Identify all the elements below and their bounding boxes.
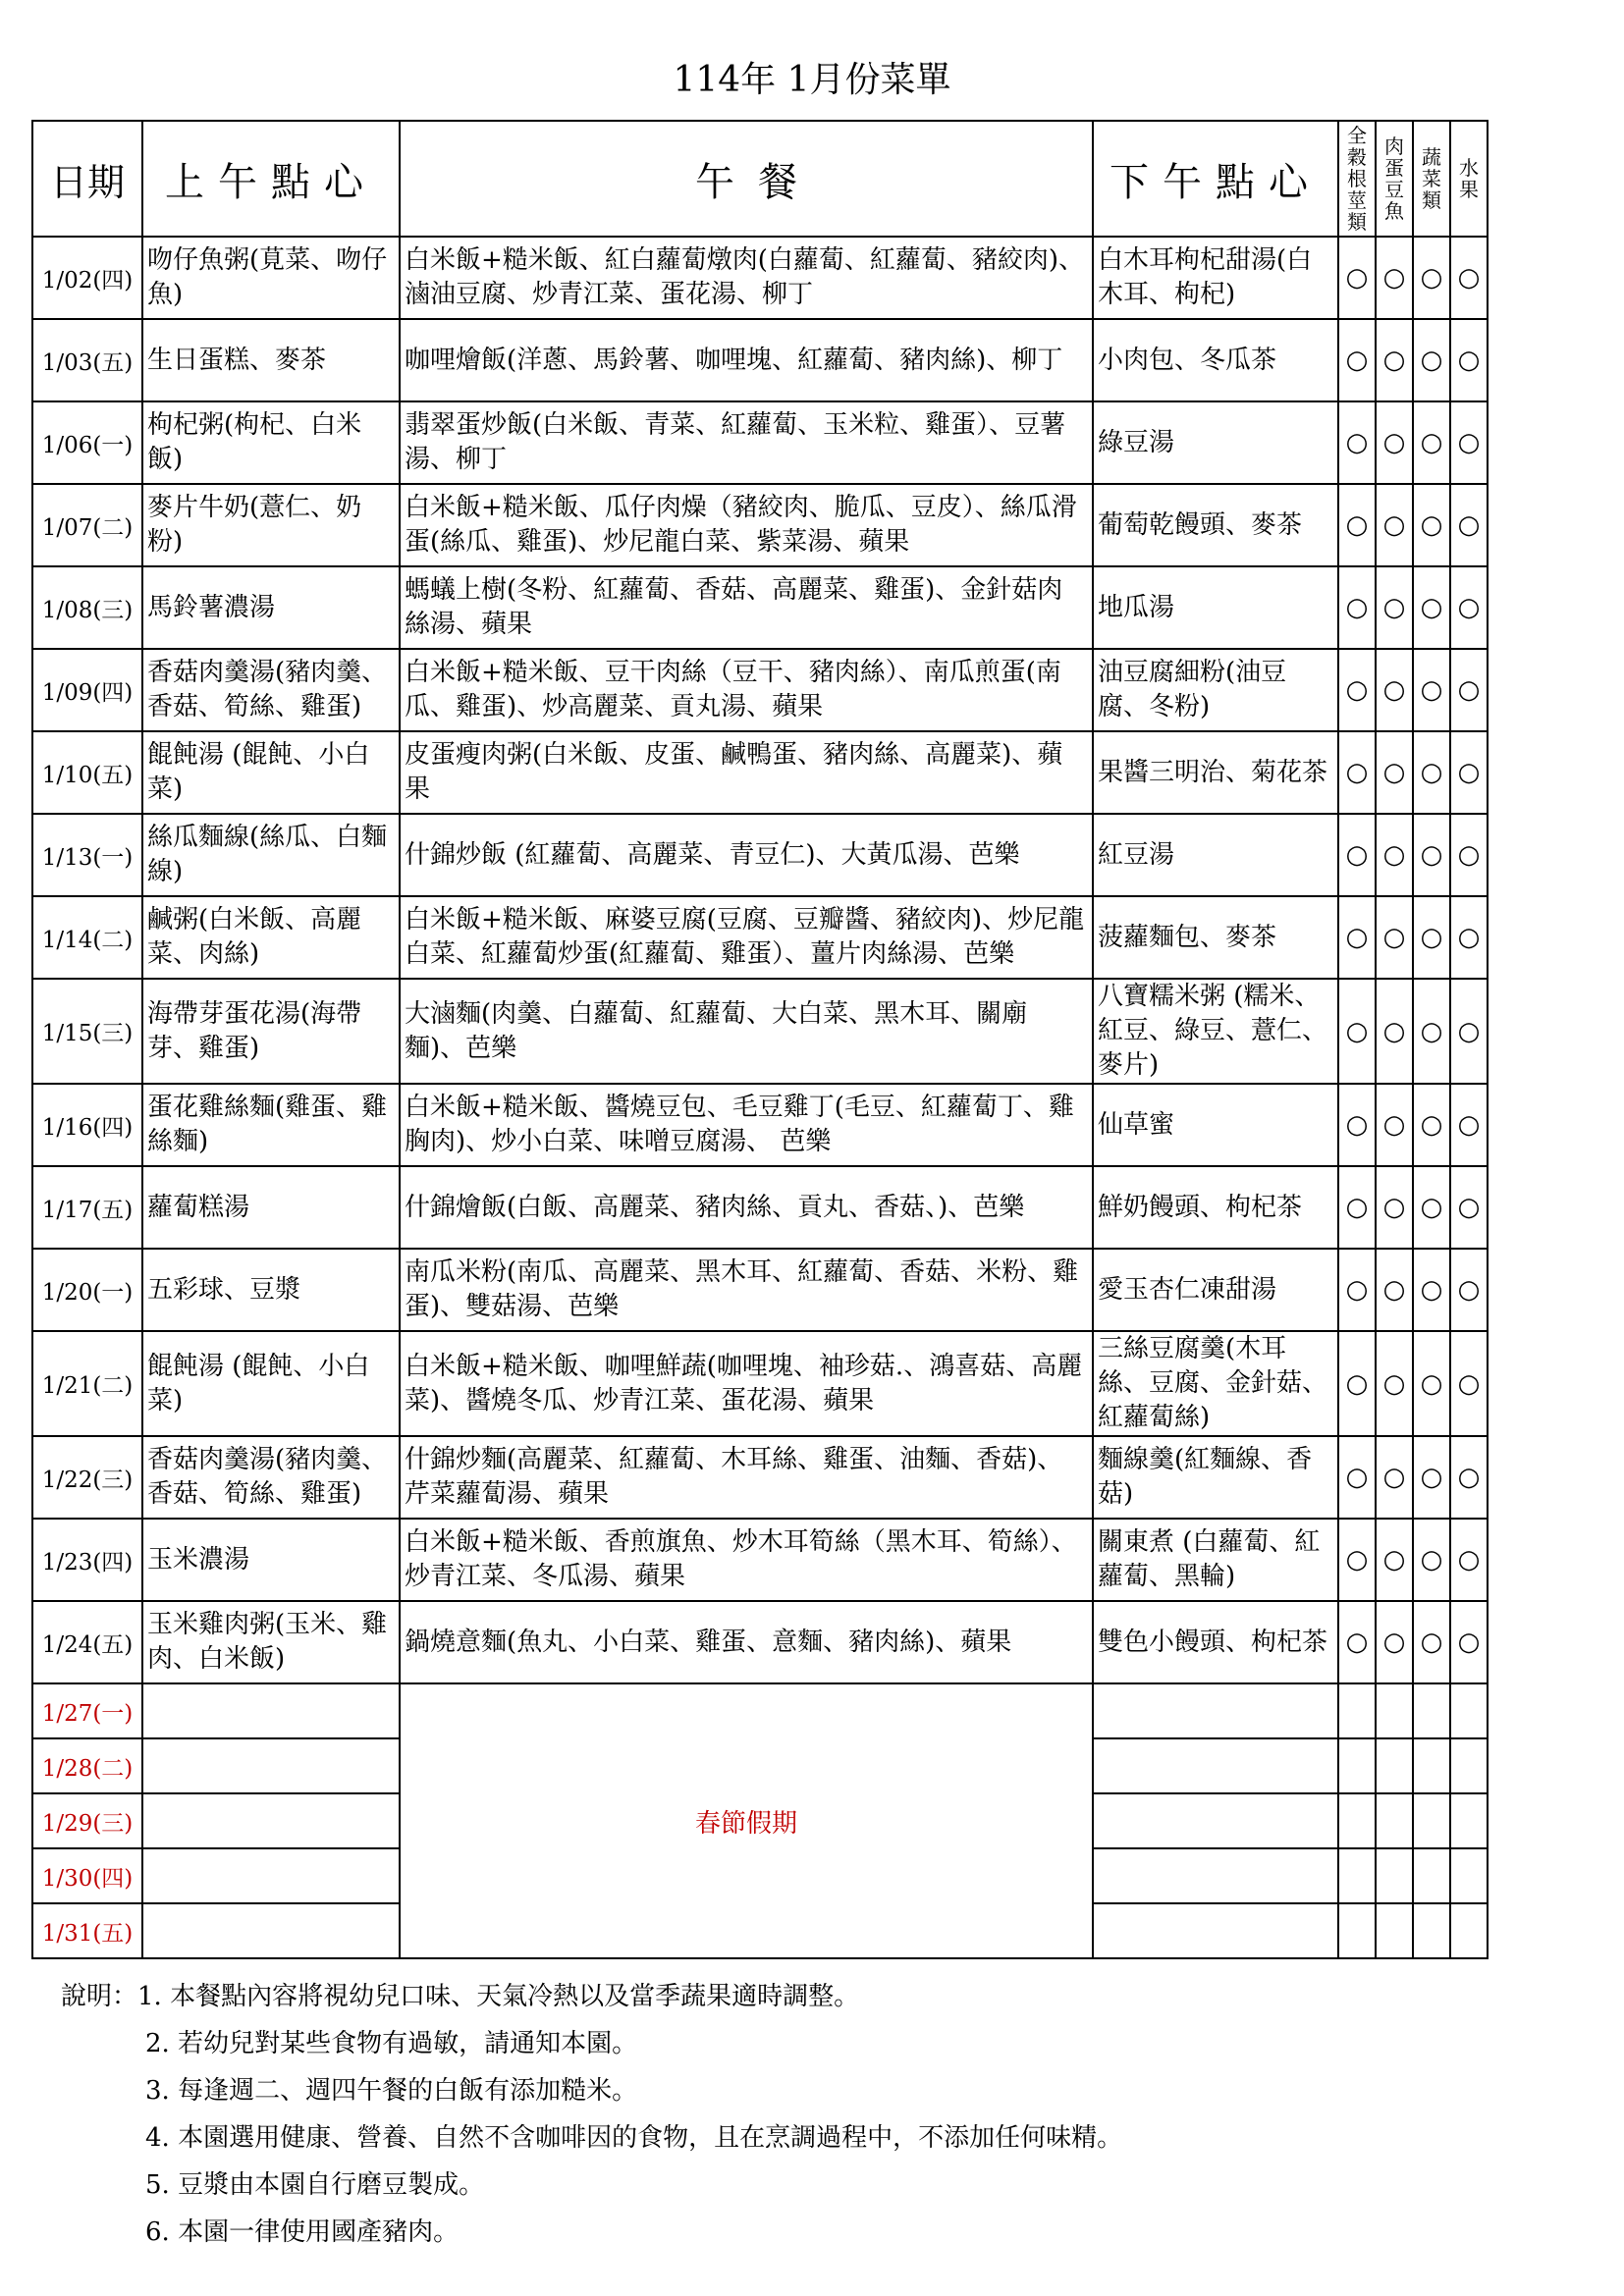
menu-row	[32, 1331, 1488, 1436]
check-mark-grains: ○	[1338, 566, 1376, 649]
afternoon-snack: 地瓜湯	[1093, 566, 1338, 649]
lunch-menu: 什錦燴飯(白飯、高麗菜、豬肉絲、貢丸、香菇、)、芭樂	[400, 1166, 1093, 1249]
check-mark-vegetables: ○	[1413, 484, 1450, 566]
afternoon-snack: 仙草蜜	[1093, 1084, 1338, 1166]
check-mark-protein: ○	[1376, 566, 1413, 649]
check-mark-fruit: ○	[1450, 731, 1488, 814]
menu-row	[32, 566, 1488, 649]
check-mark-grains: ○	[1338, 1601, 1376, 1683]
menu-row	[32, 401, 1488, 484]
afternoon-snack: 葡萄乾饅頭、麥茶	[1093, 484, 1338, 566]
lunch-menu: 白米飯+糙米飯、醬燒豆包、毛豆雞丁(毛豆、紅蘿蔔丁、雞胸肉)、炒小白菜、味噌豆腐湯、 芭樂	[400, 1084, 1093, 1166]
empty-cell	[1093, 1793, 1338, 1848]
check-mark-vegetables: ○	[1413, 1331, 1450, 1436]
check-mark-fruit: ○	[1450, 649, 1488, 731]
menu-date: 1/22(三)	[32, 1436, 142, 1519]
afternoon-snack: 果醬三明治、菊花茶	[1093, 731, 1338, 814]
check-mark-vegetables: ○	[1413, 979, 1450, 1084]
afternoon-snack: 三絲豆腐羹(木耳絲、豆腐、金針菇、紅蘿蔔絲)	[1093, 1331, 1338, 1436]
morning-snack: 生日蛋糕、麥茶	[142, 319, 400, 401]
check-mark-fruit: ○	[1450, 814, 1488, 896]
page-title: 114年 1月份菜單	[673, 60, 951, 100]
holiday-label: 春節假期	[400, 1683, 1093, 1958]
notes-section	[61, 1973, 1122, 2256]
afternoon-snack: 紅豆湯	[1093, 814, 1338, 896]
check-mark-fruit: ○	[1450, 566, 1488, 649]
empty-cell	[142, 1793, 400, 1848]
afternoon-snack: 小肉包、冬瓜茶	[1093, 319, 1338, 401]
menu-row	[32, 484, 1488, 566]
lunch-menu: 白米飯+糙米飯、香煎旗魚、炒木耳筍絲（黑木耳、筍絲）、炒青江菜、冬瓜湯、蘋果	[400, 1519, 1093, 1601]
header-date: 日期	[32, 121, 142, 237]
lunch-menu: 白米飯+糙米飯、豆干肉絲（豆干、豬肉絲）、南瓜煎蛋(南瓜、雞蛋)、炒高麗菜、貢丸湯、蘋果	[400, 649, 1093, 731]
check-mark-fruit: ○	[1450, 1601, 1488, 1683]
menu-row	[32, 1166, 1488, 1249]
empty-cell	[142, 1738, 400, 1793]
check-mark-grains: ○	[1338, 237, 1376, 319]
check-mark-grains: ○	[1338, 731, 1376, 814]
check-mark-fruit: ○	[1450, 896, 1488, 979]
menu-row	[32, 1249, 1488, 1331]
check-mark-fruit: ○	[1450, 979, 1488, 1084]
note-line: 說明：1. 本餐點內容將視幼兒口味、天氣冷熱以及當季蔬果適時調整。	[61, 1982, 860, 2011]
lunch-menu: 螞蟻上樹(冬粉、紅蘿蔔、香菇、高麗菜、雞蛋)、金針菇肉絲湯、蘋果	[400, 566, 1093, 649]
check-mark-vegetables: ○	[1413, 1084, 1450, 1166]
empty-cell	[1450, 1903, 1488, 1958]
empty-cell	[1338, 1903, 1376, 1958]
menu-row	[32, 319, 1488, 401]
empty-cell	[142, 1903, 400, 1958]
check-mark-grains: ○	[1338, 1436, 1376, 1519]
check-mark-grains: ○	[1338, 1519, 1376, 1601]
menu-date: 1/15(三)	[32, 979, 142, 1084]
header-row	[32, 121, 1488, 237]
header-vegetables-label: 蔬菜類	[1422, 145, 1441, 212]
check-mark-fruit: ○	[1450, 1084, 1488, 1166]
check-mark-grains: ○	[1338, 1249, 1376, 1331]
empty-cell	[1376, 1793, 1413, 1848]
lunch-menu: 白米飯+糙米飯、瓜仔肉燥（豬絞肉、脆瓜、豆皮）、絲瓜滑蛋(絲瓜、雞蛋)、炒尼龍白菜、紫菜湯、蘋果	[400, 484, 1093, 566]
check-mark-protein: ○	[1376, 319, 1413, 401]
afternoon-snack: 麵線羹(紅麵線、香菇)	[1093, 1436, 1338, 1519]
header-afternoon-snack: 下午點心	[1093, 121, 1338, 237]
check-mark-vegetables: ○	[1413, 1601, 1450, 1683]
menu-date: 1/13(一)	[32, 814, 142, 896]
holiday-row	[32, 1683, 1488, 1738]
check-mark-protein: ○	[1376, 1519, 1413, 1601]
menu-row	[32, 814, 1488, 896]
header-lunch	[400, 121, 1093, 237]
holiday-date: 1/28(二)	[32, 1738, 142, 1793]
morning-snack: 餛飩湯 (餛飩、小白菜)	[142, 1331, 400, 1436]
check-mark-grains: ○	[1338, 896, 1376, 979]
menu-row	[32, 237, 1488, 319]
header-vegetables	[1413, 121, 1450, 237]
check-mark-grains: ○	[1338, 649, 1376, 731]
menu-row	[32, 1436, 1488, 1519]
morning-snack: 絲瓜麵線(絲瓜、白麵線)	[142, 814, 400, 896]
check-mark-protein: ○	[1376, 1249, 1413, 1331]
note-line: 3. 每逢週二、週四午餐的白飯有添加糙米。	[145, 2076, 638, 2106]
morning-snack: 餛飩湯 (餛飩、小白菜)	[142, 731, 400, 814]
empty-cell	[1376, 1848, 1413, 1903]
lunch-menu: 南瓜米粉(南瓜、高麗菜、黑木耳、紅蘿蔔、香菇、米粉、雞蛋)、雙菇湯、芭樂	[400, 1249, 1093, 1331]
menu-date: 1/09(四)	[32, 649, 142, 731]
menu-date: 1/10(五)	[32, 731, 142, 814]
menu-table	[31, 120, 1489, 1959]
check-mark-fruit: ○	[1450, 1331, 1488, 1436]
afternoon-snack: 綠豆湯	[1093, 401, 1338, 484]
morning-snack: 玉米濃湯	[142, 1519, 400, 1601]
header-grains	[1338, 121, 1376, 237]
check-mark-protein: ○	[1376, 1436, 1413, 1519]
menu-row	[32, 979, 1488, 1084]
check-mark-vegetables: ○	[1413, 814, 1450, 896]
check-mark-protein: ○	[1376, 649, 1413, 731]
menu-date: 1/16(四)	[32, 1084, 142, 1166]
morning-snack: 五彩球、豆漿	[142, 1249, 400, 1331]
holiday-date: 1/31(五)	[32, 1903, 142, 1958]
empty-cell	[1450, 1683, 1488, 1738]
menu-row	[32, 649, 1488, 731]
empty-cell	[1413, 1738, 1450, 1793]
check-mark-protein: ○	[1376, 1601, 1413, 1683]
morning-snack: 鹹粥(白米飯、高麗菜、肉絲)	[142, 896, 400, 979]
afternoon-snack: 白木耳枸杞甜湯(白木耳、枸杞)	[1093, 237, 1338, 319]
afternoon-snack: 愛玉杏仁凍甜湯	[1093, 1249, 1338, 1331]
note-line: 6. 本園一律使用國產豬肉。	[145, 2217, 460, 2247]
menu-row	[32, 896, 1488, 979]
lunch-menu: 咖哩燴飯(洋蔥、馬鈴薯、咖哩塊、紅蘿蔔、豬肉絲)、柳丁	[400, 319, 1093, 401]
empty-cell	[1093, 1683, 1338, 1738]
check-mark-fruit: ○	[1450, 1166, 1488, 1249]
holiday-date: 1/30(四)	[32, 1848, 142, 1903]
check-mark-grains: ○	[1338, 979, 1376, 1084]
menu-row	[32, 1084, 1488, 1166]
check-mark-fruit: ○	[1450, 319, 1488, 401]
holiday-date: 1/29(三)	[32, 1793, 142, 1848]
lunch-menu: 皮蛋瘦肉粥(白米飯、皮蛋、鹹鴨蛋、豬肉絲、高麗菜)、蘋果	[400, 731, 1093, 814]
header-fruit	[1450, 121, 1488, 237]
morning-snack: 香菇肉羹湯(豬肉羹、香菇、筍絲、雞蛋)	[142, 1436, 400, 1519]
check-mark-vegetables: ○	[1413, 401, 1450, 484]
menu-date: 1/24(五)	[32, 1601, 142, 1683]
check-mark-fruit: ○	[1450, 484, 1488, 566]
check-mark-fruit: ○	[1450, 1436, 1488, 1519]
note-line: 5. 豆漿由本園自行磨豆製成。	[145, 2170, 485, 2200]
check-mark-vegetables: ○	[1413, 649, 1450, 731]
header-fruit-label: 水果	[1459, 156, 1479, 201]
lunch-menu: 鍋燒意麵(魚丸、小白菜、雞蛋、意麵、豬肉絲)、蘋果	[400, 1601, 1093, 1683]
morning-snack: 香菇肉羹湯(豬肉羹、香菇、筍絲、雞蛋)	[142, 649, 400, 731]
check-mark-grains: ○	[1338, 1166, 1376, 1249]
header-morning-snack: 上午點心	[142, 121, 400, 237]
empty-cell	[1450, 1848, 1488, 1903]
morning-snack: 麥片牛奶(薏仁、奶粉)	[142, 484, 400, 566]
menu-date: 1/23(四)	[32, 1519, 142, 1601]
empty-cell	[1376, 1683, 1413, 1738]
holiday-date: 1/27(一)	[32, 1683, 142, 1738]
empty-cell	[1093, 1903, 1338, 1958]
empty-cell	[1450, 1793, 1488, 1848]
header-protein	[1376, 121, 1413, 237]
empty-cell	[142, 1683, 400, 1738]
check-mark-grains: ○	[1338, 1084, 1376, 1166]
check-mark-vegetables: ○	[1413, 731, 1450, 814]
lunch-menu: 什錦炒飯 (紅蘿蔔、高麗菜、青豆仁)、大黃瓜湯、芭樂	[400, 814, 1093, 896]
check-mark-protein: ○	[1376, 237, 1413, 319]
afternoon-snack: 關東煮 (白蘿蔔、紅蘿蔔、黑輪)	[1093, 1519, 1338, 1601]
check-mark-vegetables: ○	[1413, 237, 1450, 319]
check-mark-vegetables: ○	[1413, 1249, 1450, 1331]
menu-date: 1/21(二)	[32, 1331, 142, 1436]
lunch-menu: 翡翠蛋炒飯(白米飯、青菜、紅蘿蔔、玉米粒、雞蛋）、豆薯湯、柳丁	[400, 401, 1093, 484]
check-mark-grains: ○	[1338, 401, 1376, 484]
menu-date: 1/17(五)	[32, 1166, 142, 1249]
menu-date: 1/02(四)	[32, 237, 142, 319]
check-mark-grains: ○	[1338, 319, 1376, 401]
empty-cell	[1413, 1793, 1450, 1848]
note-line: 4. 本園選用健康、營養、自然不含咖啡因的食物，且在烹調過程中，不添加任何味精。	[145, 2123, 1123, 2153]
afternoon-snack: 菠蘿麵包、麥茶	[1093, 896, 1338, 979]
afternoon-snack: 油豆腐細粉(油豆腐、冬粉)	[1093, 649, 1338, 731]
check-mark-vegetables: ○	[1413, 319, 1450, 401]
morning-snack: 馬鈴薯濃湯	[142, 566, 400, 649]
empty-cell	[1338, 1793, 1376, 1848]
check-mark-protein: ○	[1376, 1331, 1413, 1436]
header-grains-label: 全穀根莖類	[1347, 124, 1367, 234]
afternoon-snack: 八寶糯米粥 (糯米、紅豆、綠豆、薏仁、麥片)	[1093, 979, 1338, 1084]
check-mark-vegetables: ○	[1413, 1166, 1450, 1249]
menu-date: 1/03(五)	[32, 319, 142, 401]
empty-cell	[1093, 1848, 1338, 1903]
menu-date: 1/20(一)	[32, 1249, 142, 1331]
empty-cell	[1338, 1848, 1376, 1903]
morning-snack: 枸杞粥(枸杞、白米飯)	[142, 401, 400, 484]
header-lunch-char-1: 午	[695, 159, 734, 205]
check-mark-protein: ○	[1376, 814, 1413, 896]
check-mark-protein: ○	[1376, 401, 1413, 484]
morning-snack: 吻仔魚粥(莧菜、吻仔魚)	[142, 237, 400, 319]
check-mark-vegetables: ○	[1413, 1519, 1450, 1601]
note-line: 2. 若幼兒對某些食物有過敏，請通知本園。	[145, 2029, 638, 2058]
check-mark-vegetables: ○	[1413, 566, 1450, 649]
empty-cell	[142, 1848, 400, 1903]
check-mark-vegetables: ○	[1413, 1436, 1450, 1519]
check-mark-grains: ○	[1338, 1331, 1376, 1436]
menu-row	[32, 731, 1488, 814]
menu-date: 1/06(一)	[32, 401, 142, 484]
menu-date: 1/07(二)	[32, 484, 142, 566]
header-lunch-char-2: 餐	[758, 159, 797, 205]
check-mark-protein: ○	[1376, 484, 1413, 566]
afternoon-snack: 鮮奶饅頭、枸杞茶	[1093, 1166, 1338, 1249]
afternoon-snack: 雙色小饅頭、枸杞茶	[1093, 1601, 1338, 1683]
check-mark-vegetables: ○	[1413, 896, 1450, 979]
lunch-menu: 白米飯+糙米飯、紅白蘿蔔燉肉(白蘿蔔、紅蘿蔔、豬絞肉)、滷油豆腐、炒青江菜、蛋花湯、柳丁	[400, 237, 1093, 319]
empty-cell	[1376, 1903, 1413, 1958]
check-mark-fruit: ○	[1450, 1519, 1488, 1601]
empty-cell	[1413, 1903, 1450, 1958]
empty-cell	[1338, 1683, 1376, 1738]
check-mark-fruit: ○	[1450, 237, 1488, 319]
morning-snack: 蛋花雞絲麵(雞蛋、雞絲麵)	[142, 1084, 400, 1166]
menu-date: 1/14(二)	[32, 896, 142, 979]
check-mark-protein: ○	[1376, 979, 1413, 1084]
lunch-menu: 白米飯+糙米飯、麻婆豆腐(豆腐、豆瓣醬、豬絞肉)、炒尼龍白菜、紅蘿蔔炒蛋(紅蘿蔔、雞蛋）、薑片肉絲湯、芭樂	[400, 896, 1093, 979]
check-mark-grains: ○	[1338, 814, 1376, 896]
empty-cell	[1093, 1738, 1338, 1793]
morning-snack: 蘿蔔糕湯	[142, 1166, 400, 1249]
lunch-menu: 大滷麵(肉羹、白蘿蔔、紅蘿蔔、大白菜、黑木耳、關廟麵)、芭樂	[400, 979, 1093, 1084]
empty-cell	[1338, 1738, 1376, 1793]
check-mark-fruit: ○	[1450, 1249, 1488, 1331]
menu-date: 1/08(三)	[32, 566, 142, 649]
empty-cell	[1413, 1848, 1450, 1903]
menu-row	[32, 1519, 1488, 1601]
empty-cell	[1413, 1683, 1450, 1738]
check-mark-fruit: ○	[1450, 401, 1488, 484]
check-mark-protein: ○	[1376, 1166, 1413, 1249]
empty-cell	[1450, 1738, 1488, 1793]
empty-cell	[1376, 1738, 1413, 1793]
check-mark-protein: ○	[1376, 896, 1413, 979]
morning-snack: 海帶芽蛋花湯(海帶芽、雞蛋)	[142, 979, 400, 1084]
lunch-menu: 什錦炒麵(高麗菜、紅蘿蔔、木耳絲、雞蛋、油麵、香菇)、芹菜蘿蔔湯、蘋果	[400, 1436, 1093, 1519]
header-protein-label: 肉蛋豆魚	[1384, 134, 1404, 223]
menu-row	[32, 1601, 1488, 1683]
check-mark-grains: ○	[1338, 484, 1376, 566]
morning-snack: 玉米雞肉粥(玉米、雞肉、白米飯)	[142, 1601, 400, 1683]
check-mark-protein: ○	[1376, 731, 1413, 814]
lunch-menu: 白米飯+糙米飯、咖哩鮮蔬(咖哩塊、袖珍菇.、鴻喜菇、高麗菜)、醬燒冬瓜、炒青江菜、蛋花湯、蘋果	[400, 1331, 1093, 1436]
check-mark-protein: ○	[1376, 1084, 1413, 1166]
